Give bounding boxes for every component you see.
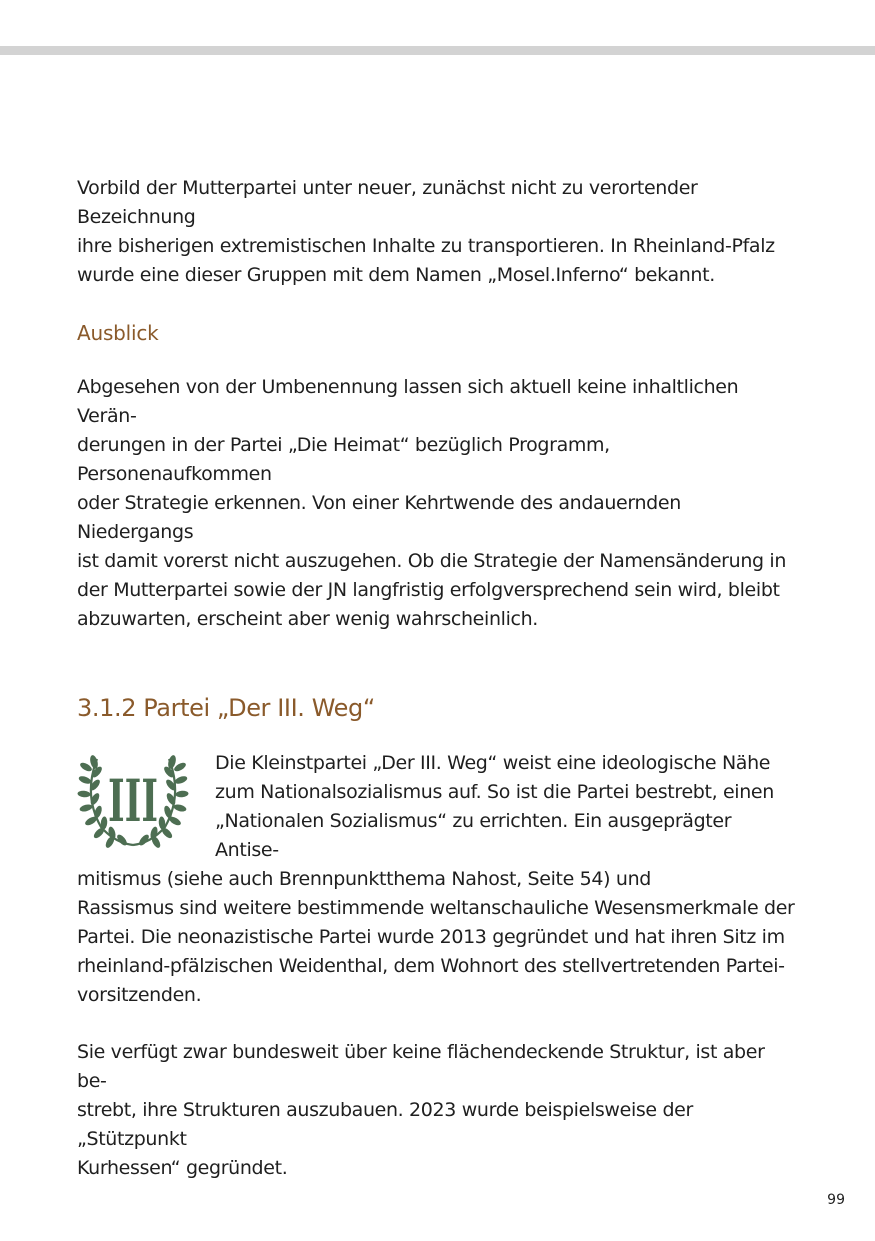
text-line: Partei. Die neonazistische Partei wurde 2013 gegründet und hat ihren Sitz im	[77, 926, 785, 948]
text-line: rheinland-pfälzischen Weidenthal, dem Wohnort des stellvertretenden Partei-	[77, 955, 785, 977]
page-number: 99	[827, 1192, 845, 1208]
logo-lettering: III	[108, 767, 158, 835]
text-line: derungen in der Partei „Die Heimat“ bezüglich Programm, Personenaufkommen	[77, 434, 610, 485]
text-line: ihre bisherigen extremistischen Inhalte zu transportieren. In Rheinland-Pfalz	[77, 235, 775, 257]
text-line: abzuwarten, erscheint aber wenig wahrscheinlich.	[77, 608, 538, 630]
text-line: oder Strategie erkennen. Von einer Kehrtwende des andauernden Niedergangs	[77, 492, 681, 543]
page-content	[77, 174, 799, 1183]
outlook-paragraph	[77, 373, 799, 634]
intro-paragraph	[77, 174, 799, 290]
text-line: vorsitzenden.	[77, 984, 202, 1006]
outlook-heading: Ausblick	[77, 321, 159, 345]
top-rule	[0, 46, 875, 55]
text-line: Kurhessen“ gegründet.	[77, 1157, 288, 1179]
text-line: Die Kleinstpartei „Der III. Weg“ weist eine ideologische Nähe	[215, 752, 771, 774]
text-line: wurde eine dieser Gruppen mit dem Namen „Mosel.Inferno“ bekannt.	[77, 264, 715, 286]
text-line: Sie verfügt zwar bundesweit über keine flächendeckende Struktur, ist aber be-	[77, 1041, 765, 1092]
structure-paragraph	[77, 1038, 799, 1183]
text-line: Rassismus sind weitere bestimmende weltanschauliche Wesensmerkmale der	[77, 897, 795, 919]
party-wreath-logo	[77, 753, 189, 849]
text-line: Vorbild der Mutterpartei unter neuer, zunächst nicht zu verortender Bezeichnung	[77, 177, 698, 228]
section-heading: 3.1.2 Partei „Der III. Weg“	[77, 694, 375, 722]
text-line: strebt, ihre Strukturen auszubauen. 2023 wurde beispielsweise der „Stützpunkt	[77, 1099, 693, 1150]
text-line: „Nationalen Sozialismus“ zu errichten. Ein ausgeprägter Antise-	[215, 810, 732, 861]
text-line: Abgesehen von der Umbenennung lassen sich aktuell keine inhaltlichen Verän-	[77, 376, 739, 427]
text-line: ist damit vorerst nicht auszugehen. Ob die Strategie der Namensänderung in	[77, 550, 787, 572]
text-line: zum Nationalsozialismus auf. So ist die Partei bestrebt, einen	[215, 781, 774, 803]
text-line: der Mutterpartei sowie der JN langfristig erfolgversprechend sein wird, bleibt	[77, 579, 780, 601]
text-line: mitismus (siehe auch Brennpunktthema Nahost, Seite 54) und	[77, 868, 651, 890]
